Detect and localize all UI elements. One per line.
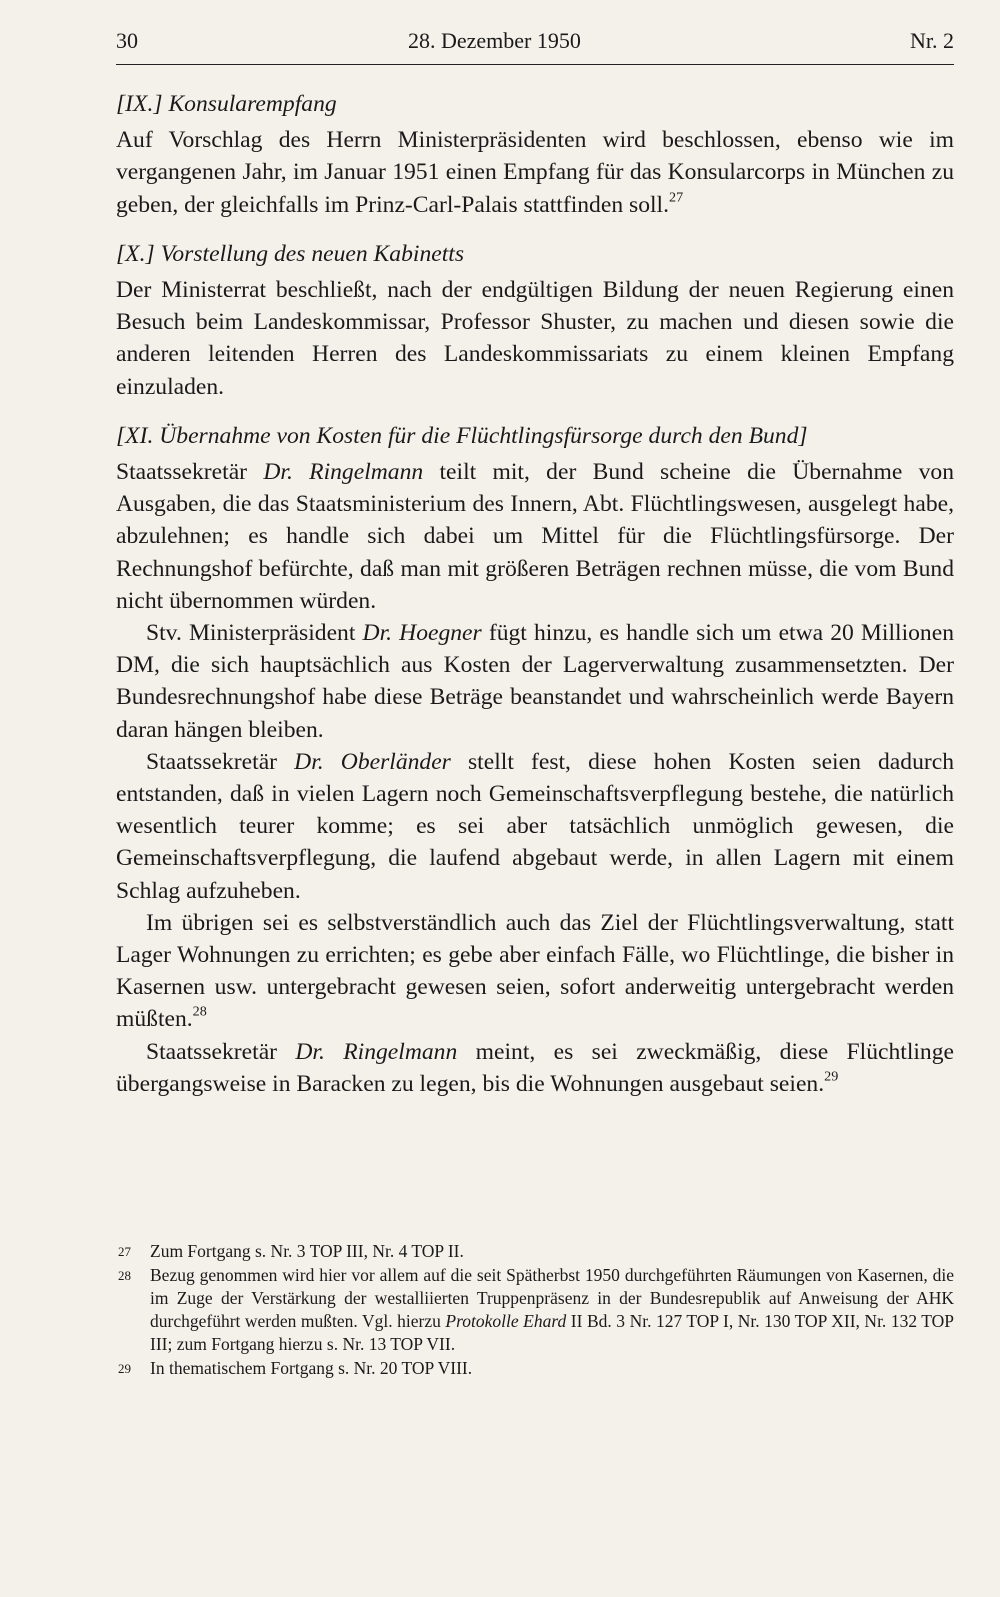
main-text xyxy=(116,88,954,1100)
footnote: 28 Bezug genommen wird hier vor allem auf die seit Spätherbst 1950 durchgeführten Räumungen von Kasernen, die im Zuge der Verstärkung der westalliierten Truppenpräsenz in der Bundesrepublik auf Anweisung der AHK durchgeführt werden mußten. Vgl. hierzu Protokolle Ehard II Bd. 3 Nr. 127 TOP I, Nr. 130 TOP XII, Nr. 132 TOP III; zum Fortgang hierzu s. Nr. 13 TOP VII. xyxy=(118,1265,955,1354)
section-heading-xi: [XI. Übernahme von Kosten für die Flüchtlingsfürsorge durch den Bund] xyxy=(116,422,808,449)
header-date: 28. Dezember 1950 xyxy=(408,28,581,53)
heading-number: [X.] xyxy=(116,240,155,267)
footnote-ref: 29 xyxy=(824,1068,839,1085)
footnote-ref: 28 xyxy=(192,1003,207,1020)
section-heading-x xyxy=(116,238,954,270)
heading-number: [IX.] xyxy=(116,91,163,117)
paragraph: Im übrigen sei es selbstverständlich auch das Ziel der Flüchtlingsverwaltung, statt Lager Wohnungen zu errichten; es gebe aber einfach Fälle, wo Flüchtlinge, die bisher in Kasernen usw. untergebracht gewesen seien, sofort anderweitig untergebracht werden müßten.$^{28}$ xyxy=(116,909,954,1033)
footnote-number: 29 xyxy=(118,1361,131,1376)
page-header xyxy=(116,24,954,65)
footnotes xyxy=(116,1240,954,1381)
speaker-name: Dr. Oberländer xyxy=(294,748,451,775)
paragraph: Staatssekretär Dr. Ringelmann teilt mit, der Bund scheine die Übernahme von Ausgaben, die das Staatsministerium des Innern, Abt. Flüchtlingswesen, ausgelegt habe, abzulehnen; es handle sich dabei um Mittel für die Flüchtlingsfürsorge. Der Rechnungshof befürchte, daß man mit größeren Beträgen rechnen müsse, die vom Bund nicht übernommen würden. xyxy=(116,459,954,614)
speaker-name: Dr. Hoegner xyxy=(362,620,482,647)
section-heading-ix xyxy=(116,88,954,120)
footnote-number: 27 xyxy=(118,1244,131,1259)
footnote-ref: 27 xyxy=(669,189,684,205)
paragraph: Staatssekretär Dr. Oberländer stellt fest, diese hohen Kosten seien dadurch entstanden, daß in vielen Lagern noch Gemeinschaftsverpflegung bestehe, die natürlich wesentlich teurer komme; es sei aber tatsächlich unmöglich gewesen, die Gemeinschaftsverpflegung, die laufend abgebaut werde, in allen Lagern mit einem Schlag aufzuheben. xyxy=(116,748,954,904)
issue-number: Nr. 2 xyxy=(910,28,954,53)
speaker-name: Dr. Ringelmann xyxy=(263,459,424,486)
footnote: 27 Zum Fortgang s. Nr. 3 TOP III, Nr. 4 TOP II. xyxy=(118,1241,464,1261)
footnote-number: 28 xyxy=(118,1268,131,1283)
paragraph: Der Ministerrat beschließt, nach der endgültigen Bildung der neuen Regierung einen Besuch beim Landeskommissar, Professor Shuster, zu machen und diesen sowie die anderen leitenden Herren des Landeskommissariats zu einem kleinen Empfang einzuladen. xyxy=(116,277,954,400)
paragraph: Stv. Ministerpräsident Dr. Hoegner fügt hinzu, es handle sich um etwa 20 Millionen DM, die sich hauptsächlich aus Kosten der Lagerverwaltung zusammensetzten. Der Bundesrechnungshof habe diese Beträge beanstandet und wahrscheinlich werde Bayern daran hängen bleiben. xyxy=(116,620,954,743)
heading-title: Konsularempfang xyxy=(168,91,337,117)
speaker-name: Dr. Ringelmann xyxy=(295,1038,458,1065)
paragraph: Staatssekretär Dr. Ringelmann meint, es sei zweckmäßig, diese Flüchtlinge übergangsweise in Baracken zu legen, bis die Wohnungen ausgebaut seien.$^{29}$ xyxy=(116,1038,954,1097)
heading-title: Vorstellung des neuen Kabinetts xyxy=(160,240,465,267)
footnote: 29 In thematischem Fortgang s. Nr. 20 TOP VIII. xyxy=(118,1358,473,1378)
paragraph: Auf Vorschlag des Herrn Ministerpräsidenten wird beschlossen, ebenso wie im vergangenen Jahr, im Januar 1951 einen Empfang für das Konsularcorps in München zu geben, der gleichfalls im Prinz-Carl-Palais stattfinden soll.$^{27}$ xyxy=(116,127,954,218)
page-number: 30 xyxy=(116,28,138,53)
